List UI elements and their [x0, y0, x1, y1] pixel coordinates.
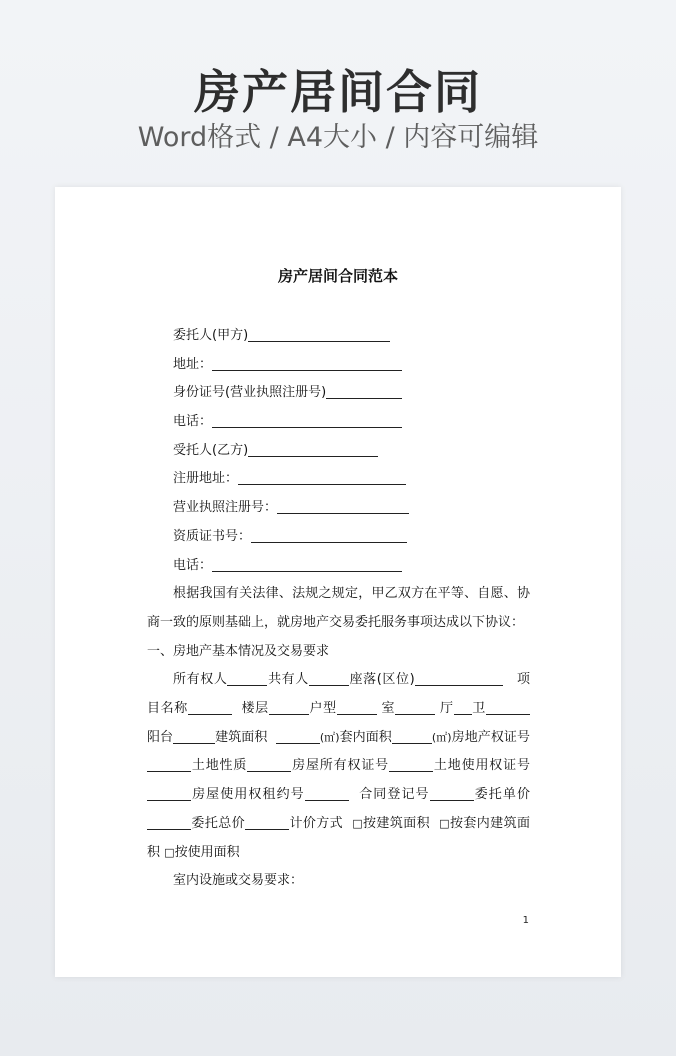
- field-label: 受托人(乙方): [173, 442, 249, 458]
- blank-line[interactable]: [248, 325, 390, 342]
- label-co-owner: 共有人: [267, 672, 309, 688]
- label-layout: 户型: [308, 700, 337, 716]
- label-unit: (㎡): [431, 730, 452, 744]
- intro-paragraph: 根据我国有关法律、法规之规定，甲乙双方在平等、自愿、协商一致的原则基础上，就房地产交易委托服务事项达成以下协议：: [147, 586, 530, 630]
- blank-layout[interactable]: [337, 698, 377, 715]
- field-label: 资质证书号：: [173, 528, 252, 544]
- property-details-paragraph: 所有权人 共有人 座落(区位) 项目名称 楼层 户型 室 厅 卫 阳台 建筑面积 (㎡)套内面积 (㎡)房地产权证号土地性质 房屋所有权证号 土地使用权证号房屋使用权租约号 合同登记号 委托单价委托总价 计价方式 □按建筑面积 □按套内建筑面积 □按使用面积: [147, 666, 530, 867]
- label-unit-price: 委托单价: [473, 787, 530, 803]
- section-heading: 一、房地产基本情况及交易要求: [147, 643, 330, 659]
- label-hall: 厅: [439, 700, 454, 716]
- label-owner: 所有权人: [173, 672, 228, 688]
- label-inner-area: 套内面积: [339, 729, 392, 745]
- label-built-area: 建筑面积: [215, 729, 268, 745]
- label-pricing-method: 计价方式: [289, 815, 344, 831]
- blank-owner[interactable]: [227, 669, 267, 686]
- document-page: [55, 187, 621, 977]
- label-floor: 楼层: [241, 700, 269, 716]
- document-body: [147, 322, 530, 896]
- label-location: 座落(区位): [348, 672, 415, 688]
- page-number: 1: [522, 915, 529, 926]
- field-agent: [147, 437, 530, 466]
- hero-title: 房产居间合同: [194, 65, 482, 119]
- label-unit: (㎡): [319, 730, 340, 744]
- blank-line[interactable]: [248, 440, 378, 457]
- document-title: 房产居间合同范本: [277, 267, 398, 285]
- blank-balcony[interactable]: [173, 727, 215, 744]
- option-use-area: 按使用面积: [174, 844, 240, 860]
- field-client-id: [147, 379, 530, 408]
- blank-hall[interactable]: [454, 698, 472, 715]
- label-cert-no: 房地产权证号: [451, 729, 530, 745]
- field-agent-phone: [147, 552, 530, 581]
- blank-line[interactable]: [212, 354, 402, 371]
- blank-land-cert[interactable]: [147, 784, 191, 801]
- blank-pricing[interactable]: [245, 813, 289, 830]
- field-client-address: [147, 351, 530, 380]
- label-room: 室: [381, 700, 396, 716]
- blank-line[interactable]: [326, 382, 402, 399]
- field-label: 电话：: [173, 414, 213, 430]
- field-label: 注册地址：: [173, 471, 239, 487]
- blank-line[interactable]: [277, 497, 409, 514]
- blank-house-cert[interactable]: [389, 755, 433, 772]
- blank-floor[interactable]: [269, 698, 309, 715]
- field-agent-qualification: [147, 523, 530, 552]
- label-house-cert: 房屋所有权证号: [291, 758, 390, 774]
- field-client: [147, 322, 530, 351]
- hero-subtitle: Word格式 / A4大小 / 内容可编辑: [137, 122, 539, 153]
- blank-total-price[interactable]: [147, 813, 191, 830]
- field-label: 委托人(甲方): [173, 328, 249, 343]
- field-label: 营业执照注册号：: [173, 500, 278, 516]
- checkbox-inner-area[interactable]: □: [439, 816, 450, 830]
- field-agent-address: [147, 465, 530, 494]
- blank-land-nature[interactable]: [247, 755, 291, 772]
- blank-line[interactable]: [251, 526, 407, 543]
- label-balcony: 阳台: [147, 729, 174, 745]
- field-client-phone: [147, 408, 530, 437]
- blank-location[interactable]: [415, 669, 503, 686]
- option-built-area: 按建筑面积: [363, 815, 431, 831]
- blank-co-owner[interactable]: [309, 669, 349, 686]
- blank-contract-no[interactable]: [430, 784, 474, 801]
- blank-line[interactable]: [238, 468, 406, 485]
- blank-project[interactable]: [188, 698, 232, 715]
- field-label: 身份证号(营业执照注册号): [173, 385, 327, 401]
- blank-bath[interactable]: [486, 698, 530, 715]
- label-contract-no: 合同登记号: [359, 787, 430, 803]
- facilities-label: 室内设施或交易要求：: [173, 873, 304, 889]
- blank-lease-no[interactable]: [305, 784, 349, 801]
- option-inner-area: 按套内建筑面积: [147, 815, 530, 860]
- label-bath: 卫: [471, 700, 486, 716]
- blank-line[interactable]: [212, 411, 402, 428]
- blank-cert-no[interactable]: [147, 755, 191, 772]
- field-label: 电话：: [173, 557, 213, 573]
- checkbox-use-area[interactable]: □: [164, 845, 175, 859]
- blank-built-area[interactable]: [276, 727, 320, 744]
- label-land-cert: 土地使用权证号: [433, 758, 530, 774]
- label-lease-no: 房屋使用权租约号: [191, 787, 305, 803]
- label-total-price: 委托总价: [191, 815, 246, 831]
- blank-room[interactable]: [395, 698, 435, 715]
- field-label: 地址：: [173, 356, 213, 372]
- blank-line[interactable]: [212, 555, 402, 572]
- field-agent-license: [147, 494, 530, 523]
- blank-inner-area[interactable]: [392, 727, 432, 744]
- checkbox-built-area[interactable]: □: [352, 816, 363, 830]
- label-land-nature: 土地性质: [191, 758, 248, 774]
